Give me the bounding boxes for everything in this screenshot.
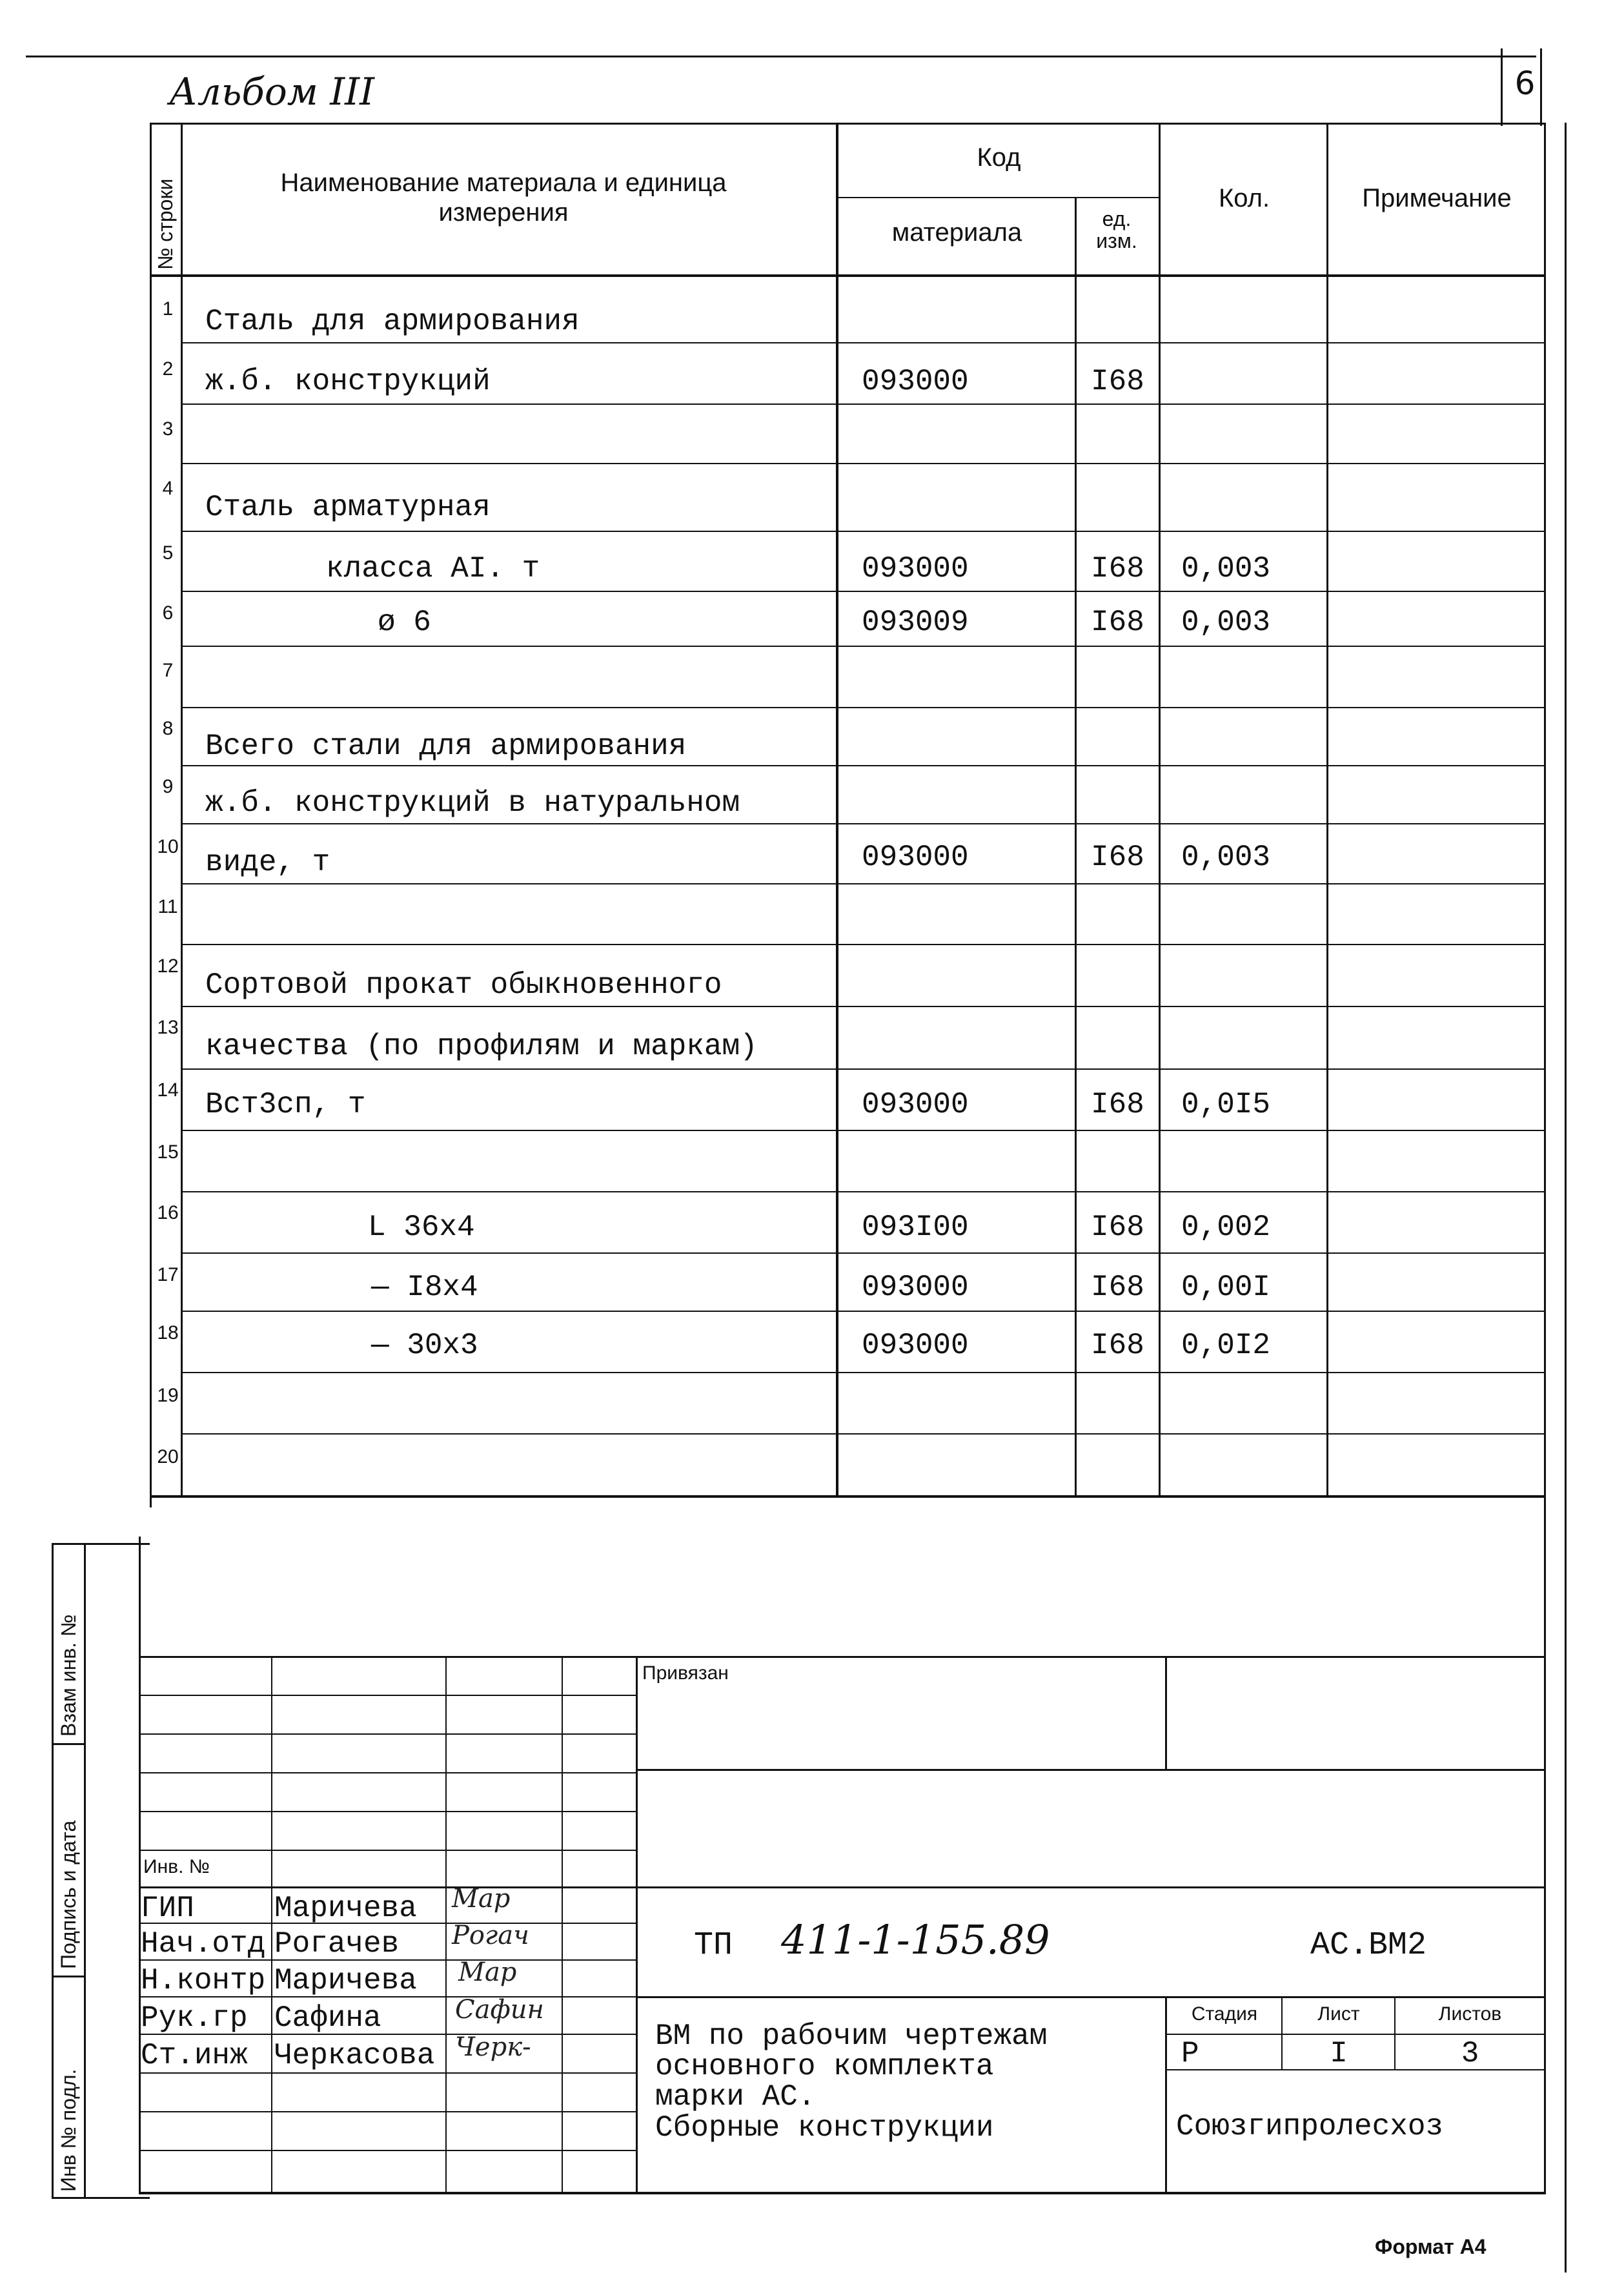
inv-no-label: Инв. № [143,1856,210,1877]
description-line-4: Сборные конструкции [655,2111,994,2145]
row-name: ж.б. конструкций в натуральном [205,786,740,820]
row-unit: I68 [1091,552,1144,586]
format-note: Формат А4 [1375,2235,1487,2258]
row-code: 093000 [862,365,969,398]
row-number: 13 [157,1017,179,1038]
row-number: 16 [157,1202,179,1223]
description-line-1: ВМ по рабочим чертежам [655,2019,1048,2053]
row-code: 093009 [862,606,969,639]
staff-name: Рогачев [274,1927,400,1961]
doc-code: АС.ВМ2 [1310,1927,1427,1964]
staff-name: Маричева [274,1892,417,1925]
row-code: 093000 [862,1088,969,1121]
row-name: качества (по профилям и маркам) [205,1030,758,1063]
row-quantity: 0,0I2 [1181,1329,1271,1362]
description-line-3: марки АС. [655,2080,816,2114]
row-number: 10 [157,836,179,857]
header-quantity: Кол. [1218,184,1270,212]
row-code: 093000 [862,1271,969,1304]
row-quantity: 0,0I5 [1181,1088,1271,1121]
row-number: 3 [162,418,174,440]
row-number: 4 [162,478,174,499]
row-unit: I68 [1091,606,1144,639]
row-number: 14 [157,1079,179,1101]
header-row-number: № строки [154,178,177,270]
staff-role: Рук.гр [141,2001,248,2035]
tp-label: ТП [694,1927,733,1964]
header-code: Код [977,143,1021,172]
row-number: 1 [162,298,174,320]
header-note: Примечание [1362,184,1512,212]
row-quantity: 0,003 [1181,841,1271,874]
row-name: Сортовой прокат обыкновенного [205,968,722,1002]
side-label-podpis: Подпись и дата [57,1820,80,1969]
row-name: класса AI. т [326,552,540,586]
row-quantity: 0,002 [1181,1210,1271,1244]
staff-signature: Мар [452,1884,511,1914]
row-unit: I68 [1091,1210,1144,1244]
staff-name: Сафина [274,2001,381,2035]
header-code-material: материала [891,218,1022,247]
row-number: 9 [162,776,174,797]
header-code-unit: ед. изм. [1096,207,1137,252]
album-title: Альбом III [169,70,375,114]
row-code: 093000 [862,552,969,586]
row-number: 5 [162,542,174,564]
row-unit: I68 [1091,1329,1144,1362]
staff-signature: Черк- [455,2032,531,2062]
row-number: 20 [157,1446,179,1467]
privyazan-label: Привязан [642,1662,729,1684]
row-name: Вст3сп, т [205,1088,366,1121]
staff-signature: Рогач [452,1921,529,1950]
row-code: 093000 [862,841,969,874]
row-code: 093I00 [862,1210,969,1244]
row-unit: I68 [1091,841,1144,874]
staff-role: Ст.инж [141,2039,248,2072]
row-name: Сталь арматурная [205,491,491,524]
staff-signature: Сафин [455,1995,544,2025]
row-number: 18 [157,1322,179,1343]
row-name: — 30x3 [371,1329,478,1362]
row-name: Сталь для армирования [205,305,580,338]
row-quantity: 0,003 [1181,606,1271,639]
row-number: 19 [157,1385,179,1406]
row-name: Всего стали для армирования [205,730,687,763]
row-number: 17 [157,1264,179,1285]
staff-role: Н.контр [141,1964,266,1997]
organization: Союзгипролесхоз [1176,2110,1444,2143]
row-number: 7 [162,660,174,681]
staff-name: Черкасова [274,2039,435,2072]
row-name: — I8x4 [371,1271,478,1304]
row-number: 2 [162,358,174,380]
stage-value: Р [1181,2037,1199,2070]
row-quantity: 0,003 [1181,552,1271,586]
row-number: 6 [162,602,174,624]
sheet-label: Лист [1317,2003,1360,2025]
row-name: ø 6 [378,606,431,639]
side-label-inv-podl: Инв № подл. [57,2068,80,2192]
row-name: виде, т [205,846,330,879]
row-number: 12 [157,955,179,977]
row-quantity: 0,00I [1181,1271,1271,1304]
sheets-value: 3 [1461,2037,1479,2070]
staff-name: Маричева [274,1964,417,1997]
row-number: 15 [157,1141,179,1163]
row-name: L 36x4 [368,1210,475,1244]
sheet-value: I [1330,2037,1348,2070]
staff-role: ГИП [141,1892,194,1925]
row-code: 093000 [862,1329,969,1362]
row-name: ж.б. конструкций [205,365,491,398]
staff-signature: Мар [458,1957,517,1987]
tp-number: 411-1-155.89 [781,1916,1050,1963]
sheet-number: 6 [1514,65,1536,102]
row-unit: I68 [1091,1088,1144,1121]
header-material-name: Наименование материала и единица измерения [280,169,727,227]
row-unit: I68 [1091,365,1144,398]
row-unit: I68 [1091,1271,1144,1304]
side-label-vzam: Взам инв. № [57,1614,80,1737]
description-line-2: основного комплекта [655,2050,994,2083]
sheets-label: Листов [1438,2003,1502,2025]
stage-label: Стадия [1191,2003,1258,2025]
staff-role: Нач.отд [141,1927,266,1961]
row-number: 11 [157,896,178,917]
row-number: 8 [162,718,174,739]
